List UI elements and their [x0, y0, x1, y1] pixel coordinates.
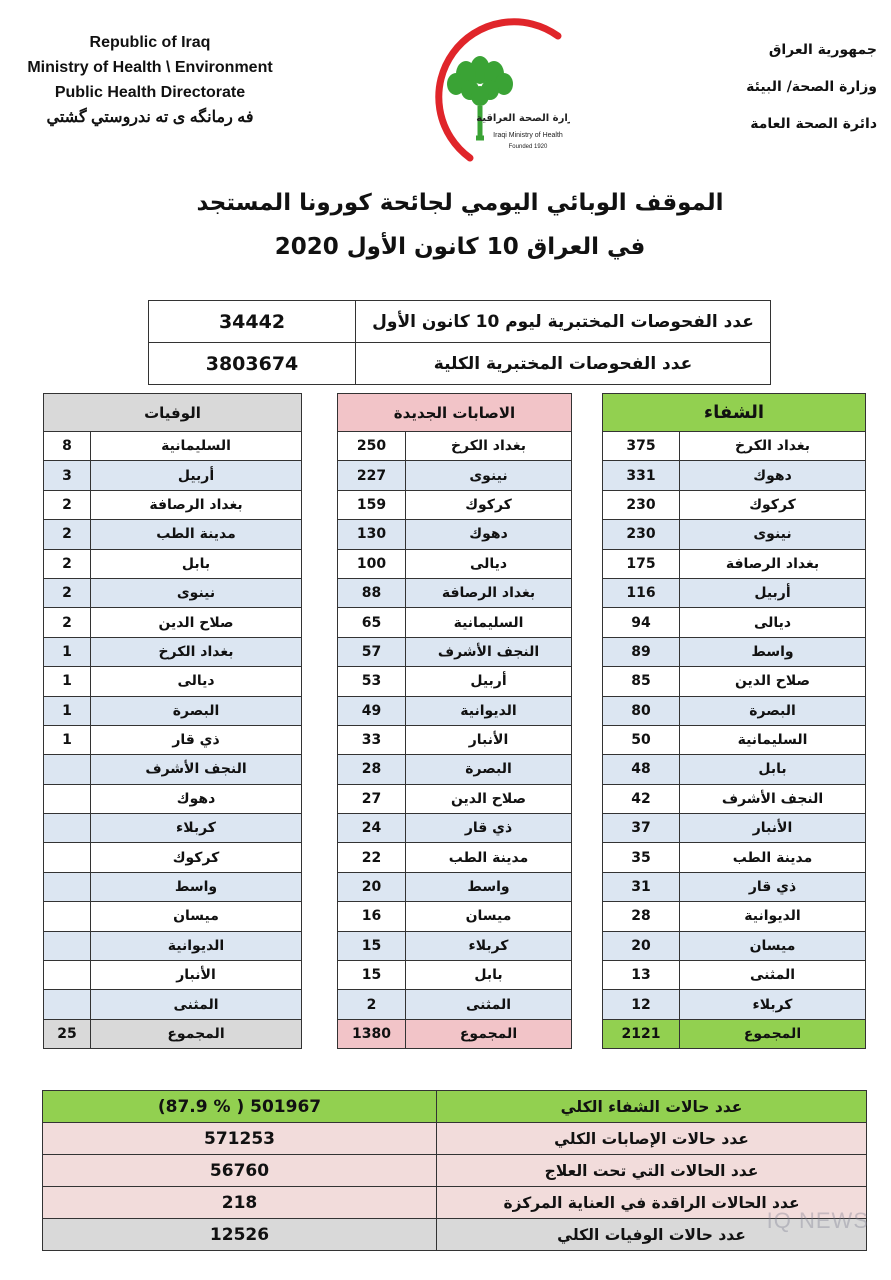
cases-governorate: ديالى [406, 549, 572, 578]
cases-row [338, 784, 572, 813]
tests-total-value: 3803674 [149, 343, 356, 385]
deaths-row [44, 432, 302, 461]
recoveries-row [603, 432, 866, 461]
deaths-row [44, 990, 302, 1019]
deaths-governorate: دهوك [91, 784, 302, 813]
deaths-header: الوفيات [44, 394, 302, 432]
recoveries-governorate: أربيل [680, 578, 866, 607]
recoveries-governorate: نينوى [680, 520, 866, 549]
deaths-value: 2 [44, 520, 91, 549]
recoveries-row [603, 961, 866, 990]
cases-governorate: واسط [406, 872, 572, 901]
deaths-row [44, 814, 302, 843]
header-left-line-3: Public Health Directorate [54, 84, 246, 101]
summary-row [43, 1187, 867, 1219]
recoveries-row [603, 784, 866, 813]
recoveries-row [603, 931, 866, 960]
cases-row [338, 490, 572, 519]
deaths-governorate: كربلاء [91, 814, 302, 843]
deaths-row [44, 608, 302, 637]
summary-label: عدد حالات الشفاء الكلي [437, 1091, 867, 1123]
cases-header-row [338, 394, 572, 432]
recoveries-header-row [603, 394, 866, 432]
page-title: الموقف الوبائي اليومي لجائحة كورونا المستجد [196, 190, 724, 216]
summary-label: عدد الحالات الراقدة في العناية المركزة [437, 1187, 867, 1219]
cases-governorate: دهوك [406, 520, 572, 549]
header-left [0, 30, 300, 130]
recoveries-value: 85 [603, 667, 680, 696]
cases-value: 20 [338, 872, 406, 901]
deaths-value [44, 814, 91, 843]
recoveries-governorate: البصرة [680, 696, 866, 725]
summary-table [42, 1090, 867, 1251]
cases-value: 15 [338, 931, 406, 960]
recoveries-governorate: الديوانية [680, 902, 866, 931]
recoveries-governorate: ديالى [680, 608, 866, 637]
recoveries-row [603, 461, 866, 490]
cases-governorate: مدينة الطب [406, 843, 572, 872]
deaths-governorate: بغداد الكرخ [91, 637, 302, 666]
cases-governorate: المثنى [406, 990, 572, 1019]
deaths-governorate: البصرة [91, 696, 302, 725]
cases-governorate: ميسان [406, 902, 572, 931]
deaths-row [44, 461, 302, 490]
header-left-line-2: Ministry of Health \ Environment [27, 59, 273, 76]
recoveries-value: 80 [603, 696, 680, 725]
cases-row [338, 549, 572, 578]
cases-row [338, 990, 572, 1019]
cases-governorate: نينوى [406, 461, 572, 490]
cases-governorate: بغداد الكرخ [406, 432, 572, 461]
deaths-governorate: مدينة الطب [91, 520, 302, 549]
deaths-value: 1 [44, 637, 91, 666]
cases-value: 53 [338, 667, 406, 696]
deaths-value [44, 990, 91, 1019]
tests-total-label: عدد الفحوصات المختبرية الكلية [356, 343, 771, 385]
cases-row [338, 843, 572, 872]
summary-row [43, 1219, 867, 1251]
deaths-row [44, 725, 302, 754]
cases-row [338, 608, 572, 637]
recoveries-row [603, 490, 866, 519]
cases-total-row [338, 1019, 572, 1048]
recoveries-value: 48 [603, 755, 680, 784]
cases-row [338, 872, 572, 901]
deaths-total-value: 25 [44, 1019, 91, 1048]
recoveries-governorate: بغداد الرصافة [680, 549, 866, 578]
deaths-value [44, 872, 91, 901]
cases-governorate: الأنبار [406, 725, 572, 754]
summary-label: عدد حالات الوفيات الكلي [437, 1219, 867, 1251]
recoveries-governorate: واسط [680, 637, 866, 666]
deaths-value [44, 931, 91, 960]
deaths-row [44, 872, 302, 901]
recoveries-value: 42 [603, 784, 680, 813]
recoveries-row [603, 637, 866, 666]
recoveries-header: الشفاء [603, 394, 866, 432]
recoveries-row [603, 578, 866, 607]
cases-row [338, 961, 572, 990]
cases-governorate: ذي قار [406, 814, 572, 843]
recoveries-total-label: المجموع [680, 1019, 866, 1048]
deaths-governorate: الديوانية [91, 931, 302, 960]
deaths-row [44, 490, 302, 519]
deaths-governorate: صلاح الدين [91, 608, 302, 637]
cases-value: 159 [338, 490, 406, 519]
deaths-governorate: نينوى [91, 578, 302, 607]
cases-value: 22 [338, 843, 406, 872]
recoveries-value: 50 [603, 725, 680, 754]
cases-value: 24 [338, 814, 406, 843]
logo-english-text: Iraqi Ministry of Health [493, 132, 563, 139]
summary-row [43, 1091, 867, 1123]
recoveries-value: 331 [603, 461, 680, 490]
cases-value: 49 [338, 696, 406, 725]
deaths-governorate: السليمانية [91, 432, 302, 461]
logo-arabic-text: وزارة الصحة العراقية [476, 113, 570, 124]
deaths-row [44, 696, 302, 725]
deaths-total-row [44, 1019, 302, 1048]
deaths-value: 2 [44, 490, 91, 519]
cases-total-value: 1380 [338, 1019, 406, 1048]
deaths-value: 2 [44, 578, 91, 607]
summary-value: (87.9 % ) 501967 [43, 1091, 437, 1123]
recoveries-table [602, 393, 866, 1049]
recoveries-value: 94 [603, 608, 680, 637]
recoveries-row [603, 843, 866, 872]
cases-value: 65 [338, 608, 406, 637]
recoveries-value: 35 [603, 843, 680, 872]
recoveries-governorate: السليمانية [680, 725, 866, 754]
recoveries-value: 230 [603, 490, 680, 519]
deaths-value [44, 755, 91, 784]
deaths-value [44, 784, 91, 813]
recoveries-row [603, 814, 866, 843]
cases-governorate: البصرة [406, 755, 572, 784]
deaths-governorate: كركوك [91, 843, 302, 872]
deaths-value: 3 [44, 461, 91, 490]
deaths-governorate: واسط [91, 872, 302, 901]
cases-governorate: الديوانية [406, 696, 572, 725]
deaths-row [44, 578, 302, 607]
cases-value: 28 [338, 755, 406, 784]
header-right-line-1: جمهورية العراق [768, 42, 877, 58]
recoveries-governorate: بغداد الكرخ [680, 432, 866, 461]
header-left-line-1: Republic of Iraq [89, 34, 211, 51]
deaths-value: 8 [44, 432, 91, 461]
page-subtitle: في العراق 10 كانون الأول 2020 [274, 234, 646, 260]
deaths-row [44, 637, 302, 666]
deaths-value: 1 [44, 667, 91, 696]
recoveries-governorate: ميسان [680, 931, 866, 960]
recoveries-governorate: النجف الأشرف [680, 784, 866, 813]
recoveries-value: 230 [603, 520, 680, 549]
cases-value: 2 [338, 990, 406, 1019]
recoveries-value: 20 [603, 931, 680, 960]
deaths-value: 1 [44, 696, 91, 725]
recoveries-row [603, 520, 866, 549]
recoveries-row [603, 549, 866, 578]
recoveries-row [603, 608, 866, 637]
cases-value: 227 [338, 461, 406, 490]
cases-total-label: المجموع [406, 1019, 572, 1048]
recoveries-value: 89 [603, 637, 680, 666]
deaths-value: 1 [44, 725, 91, 754]
recoveries-value: 175 [603, 549, 680, 578]
summary-value: 571253 [43, 1123, 437, 1155]
deaths-row [44, 843, 302, 872]
cases-value: 16 [338, 902, 406, 931]
deaths-governorate: ديالى [91, 667, 302, 696]
deaths-governorate: أربيل [91, 461, 302, 490]
cases-governorate: النجف الأشرف [406, 637, 572, 666]
logo-founded-text: Founded 1920 [508, 144, 548, 150]
header-left-line-4: فه رمانگه ی ته ندروستي گشتي [46, 109, 254, 126]
ministry-logo-icon [410, 8, 570, 168]
deaths-row [44, 902, 302, 931]
cases-row [338, 931, 572, 960]
cases-row [338, 637, 572, 666]
cases-value: 250 [338, 432, 406, 461]
cases-governorate: صلاح الدين [406, 784, 572, 813]
cases-value: 57 [338, 637, 406, 666]
cases-value: 130 [338, 520, 406, 549]
cases-governorate: كركوك [406, 490, 572, 519]
cases-row [338, 725, 572, 754]
deaths-row [44, 549, 302, 578]
recoveries-row [603, 667, 866, 696]
recoveries-row [603, 755, 866, 784]
recoveries-row [603, 990, 866, 1019]
cases-row [338, 520, 572, 549]
tests-daily-value: 34442 [149, 301, 356, 343]
deaths-governorate: بغداد الرصافة [91, 490, 302, 519]
deaths-value: 2 [44, 549, 91, 578]
deaths-row [44, 784, 302, 813]
tests-row-total [149, 343, 771, 385]
deaths-governorate: المثنى [91, 990, 302, 1019]
deaths-value [44, 902, 91, 931]
recoveries-governorate: كركوك [680, 490, 866, 519]
deaths-governorate: ميسان [91, 902, 302, 931]
cases-value: 100 [338, 549, 406, 578]
recoveries-governorate: الأنبار [680, 814, 866, 843]
deaths-table [43, 393, 302, 1049]
cases-value: 88 [338, 578, 406, 607]
tests-daily-label: عدد الفحوصات المختبرية ليوم 10 كانون الأول [356, 301, 771, 343]
deaths-row [44, 667, 302, 696]
cases-row [338, 461, 572, 490]
cases-governorate: السليمانية [406, 608, 572, 637]
recoveries-governorate: كربلاء [680, 990, 866, 1019]
summary-value: 12526 [43, 1219, 437, 1251]
deaths-row [44, 961, 302, 990]
header-right-line-2: وزارة الصحة/ البيئة [746, 79, 877, 95]
cases-row [338, 667, 572, 696]
recoveries-value: 13 [603, 961, 680, 990]
watermark: IQ NEWS [766, 1208, 869, 1233]
cases-row [338, 432, 572, 461]
recoveries-governorate: بابل [680, 755, 866, 784]
tests-row-daily [149, 301, 771, 343]
recoveries-row [603, 902, 866, 931]
deaths-governorate: النجف الأشرف [91, 755, 302, 784]
ministry-logo [410, 8, 570, 168]
recoveries-value: 28 [603, 902, 680, 931]
deaths-governorate: الأنبار [91, 961, 302, 990]
recoveries-governorate: المثنى [680, 961, 866, 990]
cases-row [338, 902, 572, 931]
cases-governorate: أربيل [406, 667, 572, 696]
recoveries-total-row [603, 1019, 866, 1048]
recoveries-value: 375 [603, 432, 680, 461]
deaths-value [44, 843, 91, 872]
cases-row [338, 814, 572, 843]
recoveries-value: 37 [603, 814, 680, 843]
cases-value: 27 [338, 784, 406, 813]
recoveries-governorate: صلاح الدين [680, 667, 866, 696]
deaths-header-row [44, 394, 302, 432]
deaths-governorate: بابل [91, 549, 302, 578]
cases-value: 15 [338, 961, 406, 990]
recoveries-value: 12 [603, 990, 680, 1019]
cases-header: الاصابات الجديدة [338, 394, 572, 432]
deaths-row [44, 755, 302, 784]
cases-row [338, 696, 572, 725]
cases-row [338, 578, 572, 607]
header-right [657, 32, 877, 143]
summary-value: 56760 [43, 1155, 437, 1187]
cases-governorate: بغداد الرصافة [406, 578, 572, 607]
summary-row [43, 1123, 867, 1155]
recoveries-governorate: دهوك [680, 461, 866, 490]
summary-label: عدد الحالات التي تحت العلاج [437, 1155, 867, 1187]
summary-label: عدد حالات الإصابات الكلي [437, 1123, 867, 1155]
recoveries-value: 116 [603, 578, 680, 607]
deaths-total-label: المجموع [91, 1019, 302, 1048]
recoveries-row [603, 725, 866, 754]
recoveries-row [603, 696, 866, 725]
cases-governorate: بابل [406, 961, 572, 990]
summary-row [43, 1155, 867, 1187]
deaths-value [44, 961, 91, 990]
deaths-row [44, 931, 302, 960]
new-cases-table [337, 393, 572, 1049]
recoveries-governorate: مدينة الطب [680, 843, 866, 872]
deaths-row [44, 520, 302, 549]
recoveries-value: 31 [603, 872, 680, 901]
recoveries-governorate: ذي قار [680, 872, 866, 901]
cases-value: 33 [338, 725, 406, 754]
summary-value: 218 [43, 1187, 437, 1219]
deaths-governorate: ذي قار [91, 725, 302, 754]
header-right-line-3: دائرة الصحة العامة [750, 116, 877, 132]
recoveries-total-value: 2121 [603, 1019, 680, 1048]
cases-governorate: كربلاء [406, 931, 572, 960]
tests-table [148, 300, 771, 385]
deaths-value: 2 [44, 608, 91, 637]
recoveries-row [603, 872, 866, 901]
cases-row [338, 755, 572, 784]
